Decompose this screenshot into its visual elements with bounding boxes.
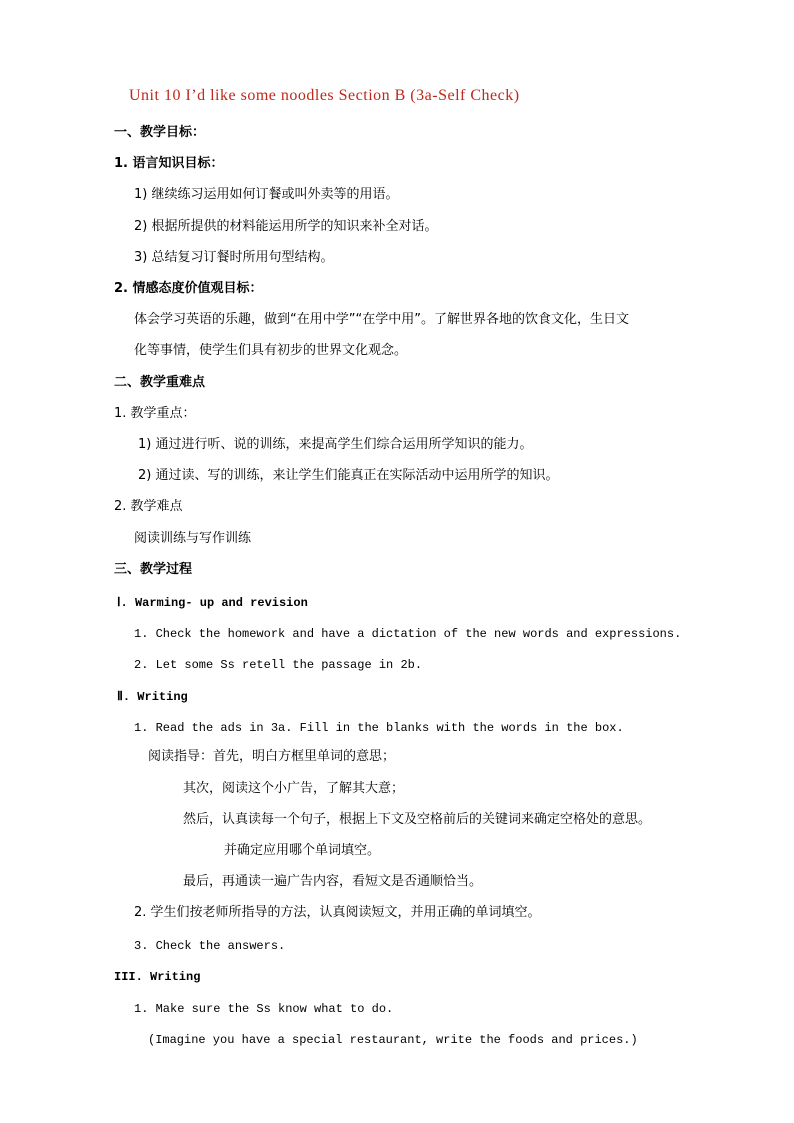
- part-heading-writing: Ⅱ. Writing: [117, 690, 188, 704]
- writing-note: (Imagine you have a special restaurant, write the foods and prices.): [148, 1033, 638, 1047]
- part-heading-warming-up: Ⅰ. Warming- up and revision: [117, 596, 308, 610]
- subheading-emotional-objectives: 2. 情感态度价值观目标：: [114, 281, 263, 296]
- subheading-key-points: 1. 教学重点：: [114, 406, 196, 421]
- section-heading-key-points: 二、教学重难点: [114, 375, 206, 390]
- difficulty-text: 阅读训练与写作训练: [134, 531, 252, 546]
- subheading-language-objectives: 1. 语言知识目标：: [114, 156, 224, 171]
- reading-guide-step: 并确定应用哪个单词填空。: [224, 843, 381, 858]
- subheading-difficulties: 2. 教学难点: [114, 499, 183, 514]
- section-heading-process: 三、教学过程: [114, 562, 193, 577]
- reading-guide-step: 然后，认真读每一个句子，根据上下文及空格前后的关键词来确定空格处的意思。: [183, 812, 652, 827]
- list-item: 3) 总结复习订餐时所用句型结构。: [134, 250, 334, 265]
- list-item: 1) 继续练习运用如何订餐或叫外卖等的用语。: [134, 187, 399, 202]
- list-item: 1. Make sure the Ss know what to do.: [134, 1002, 394, 1016]
- reading-guide: 阅读指导：首先，明白方框里单词的意思；: [148, 749, 396, 764]
- section-heading-objectives: 一、教学目标：: [114, 125, 206, 140]
- reading-guide-step: 其次，阅读这个小广告，了解其大意；: [183, 781, 405, 796]
- paragraph-line: 化等事情，使学生们具有初步的世界文化观念。: [134, 343, 408, 358]
- list-item: 1. Read the ads in 3a. Fill in the blanks with the words in the box.: [134, 721, 624, 735]
- list-item: 3. Check the answers.: [134, 939, 286, 953]
- reading-guide-step: 最后，再通读一遍广告内容，看短文是否通顺恰当。: [183, 874, 483, 889]
- part-heading-writing-2: III. Writing: [114, 970, 201, 984]
- list-item: 2. Let some Ss retell the passage in 2b.: [134, 658, 423, 672]
- paragraph-line: 体会学习英语的乐趣，做到“在用中学”“在学中用”。了解世界各地的饮食文化，生日文: [134, 312, 629, 327]
- list-item: 2) 根据所提供的材料能运用所学的知识来补全对话。: [134, 219, 438, 234]
- list-item: 1) 通过进行听、说的训练，来提高学生们综合运用所学知识的能力。: [138, 437, 533, 452]
- document-title: Unit 10 I’d like some noodles Section B (3a-Self Check): [129, 87, 520, 104]
- list-item: 2. 学生们按老师所指导的方法，认真阅读短文，并用正确的单词填空。: [134, 905, 541, 920]
- list-item: 2) 通过读、写的训练，来让学生们能真正在实际活动中运用所学的知识。: [138, 468, 559, 483]
- list-item: 1. Check the homework and have a dictation of the new words and expressions.: [134, 627, 682, 641]
